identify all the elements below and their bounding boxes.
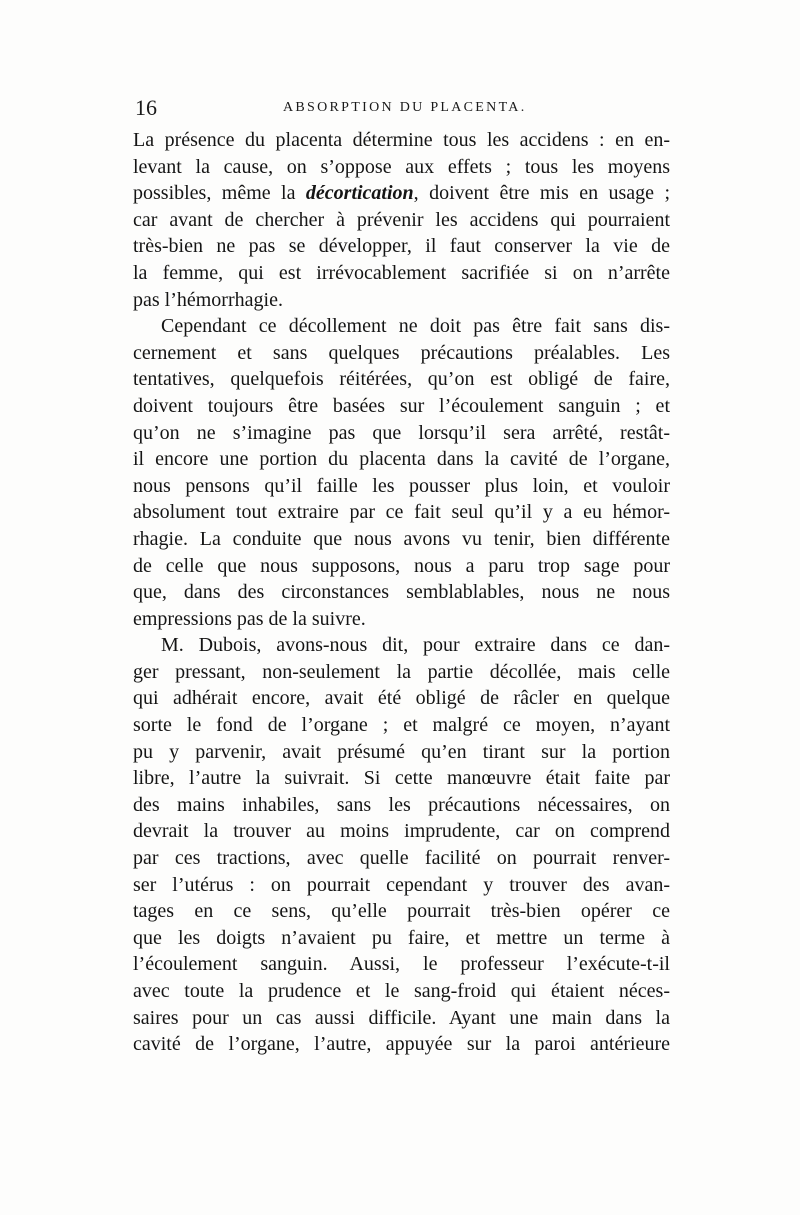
text-line: des mains inhabiles, sans les précautions nécessaires, on (133, 793, 670, 816)
text-line: par ces tractions, avec quelle facilité on pourrait renver- (133, 847, 670, 870)
text-line: très-bien ne pas se développer, il faut conserver la vie de (133, 235, 670, 258)
text-line: ser l’utérus : on pourrait cependant y trouver des avan- (133, 873, 670, 896)
text-line: pas l’hémorrhagie. (133, 288, 283, 311)
text-line: empressions pas de la suivre. (133, 607, 366, 630)
text-line: La présence du placenta détermine tous les accidens : en en- (133, 129, 670, 151)
text-line: tentatives, quelquefois réitérées, qu’on est obligé de faire, (133, 368, 670, 391)
running-title: ABSORPTION DU PLACENTA. (283, 100, 527, 115)
text-line: devrait la trouver au moins imprudente, car on comprend (133, 820, 670, 843)
text-line: avec toute la prudence et le sang-froid qui étaient néces- (133, 980, 670, 1002)
text-fragment: possibles, même la (133, 182, 306, 205)
text-line: sorte le fond de l’organe ; et malgré ce moyen, n’ayant (133, 714, 670, 737)
text-fragment: , doivent être mis en usage ; (413, 182, 671, 205)
text-line: l’écoulement sanguin. Aussi, le professeur l’exécute-t-il (133, 953, 670, 976)
text-line: la femme, qui est irrévocablement sacrifiée si on n’arrête (133, 261, 670, 284)
paragraph-first-line: M. Dubois, avons-nous dit, pour extraire dans ce dan- (161, 634, 670, 657)
text-line: qui adhérait encore, avait été obligé de râcler en quelque (133, 687, 670, 710)
text-line: pu y parvenir, avait présumé qu’en tirant sur la portion (133, 740, 670, 763)
text-line: tages en ce sens, qu’elle pourrait très-bien opérer ce (133, 900, 670, 923)
text-line: cernement et sans quelques précautions préalables. Les (133, 341, 670, 364)
text-line: cavité de l’organe, l’autre, appuyée sur la paroi antérieure (133, 1033, 670, 1056)
text-line: car avant de chercher à prévenir les accidens qui pourraient (133, 208, 670, 231)
text-line: doivent toujours être basées sur l’écoulement sanguin ; et (133, 394, 670, 417)
text-line: que les doigts n’avaient pu faire, et mettre un terme à (133, 926, 670, 949)
page-number: 16 (135, 95, 157, 120)
text-line: levant la cause, on s’oppose aux effets ; tous les moyens (133, 155, 670, 178)
paragraph-first-line: Cependant ce décollement ne doit pas être fait sans dis- (161, 315, 670, 338)
text-line: qu’on ne s’imagine pas que lorsqu’il sera arrêté, restât- (133, 421, 670, 444)
text-line: nous pensons qu’il faille les pousser plus loin, et vouloir (133, 474, 670, 497)
text-line: ger pressant, non-seulement la partie décollée, mais celle (133, 660, 670, 683)
page-header (135, 96, 670, 120)
body-text (133, 127, 670, 1058)
text-line: que, dans des circonstances semblablables, nous ne nous (133, 581, 670, 604)
text-line: rhagie. La conduite que nous avons vu tenir, bien différente (133, 527, 670, 550)
emphasized-word: décortication (305, 182, 414, 205)
text-line: de celle que nous supposons, nous a paru trop sage pour (133, 554, 670, 577)
text-line (133, 180, 670, 207)
text-line: absolument tout extraire par ce fait seul qu’il y a eu hémor- (133, 501, 670, 524)
text-line: saires pour un cas aussi difficile. Ayant une main dans la (133, 1006, 670, 1029)
text-line: libre, l’autre la suivrait. Si cette manœuvre était faite par (133, 767, 670, 790)
text-line: il encore une portion du placenta dans la cavité de l’organe, (133, 448, 670, 471)
